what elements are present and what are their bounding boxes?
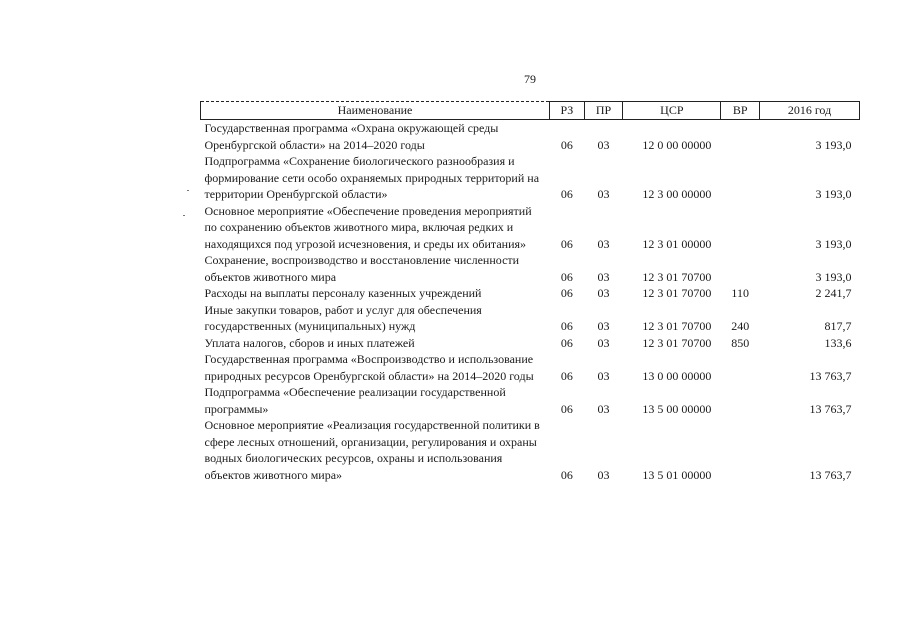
row-amount: 133,6 bbox=[824, 335, 852, 350]
budget-table bbox=[200, 101, 860, 483]
scan-speck bbox=[183, 215, 185, 216]
row-csr: 12 0 00 00000 bbox=[642, 137, 712, 152]
row-name: Основное мероприятие «Обеспечение проведения мероприятий по сохранению объектов животного мира, включая редких и находящихся под угрозой исчезновения, и среды их обитания» bbox=[204, 203, 532, 251]
row-csr: 12 3 01 70700 bbox=[642, 269, 712, 284]
row-amount: 2 241,7 bbox=[815, 286, 852, 300]
row-vr bbox=[721, 203, 760, 253]
row-pr: 03 bbox=[597, 368, 610, 383]
row-rz: 06 bbox=[560, 286, 573, 300]
row-name: Подпрограмма «Сохранение биологического разнообразия и формирование сети особо охраняемых природных территорий на территории Оренбургской области» bbox=[204, 154, 540, 201]
row-vr bbox=[721, 384, 760, 417]
row-vr bbox=[721, 153, 760, 203]
row-pr: 03 bbox=[597, 401, 610, 416]
row-vr: 850 bbox=[731, 335, 750, 350]
row-name: Иные закупки товаров, работ и услуг для обеспечения государственных (муниципальных) нужд bbox=[204, 302, 482, 333]
row-csr: 13 5 01 00000 bbox=[642, 467, 712, 482]
header-pr: ПР bbox=[584, 102, 623, 120]
row-rz: 06 bbox=[560, 401, 573, 416]
row-name: Уплата налогов, сборов и иных платежей bbox=[204, 335, 415, 350]
row-rz: 06 bbox=[560, 319, 573, 333]
table-row bbox=[201, 285, 860, 302]
page-number: 79 bbox=[524, 72, 536, 86]
header-csr: ЦСР bbox=[623, 102, 721, 120]
row-amount: 817,7 bbox=[824, 319, 852, 333]
table-row bbox=[201, 120, 860, 154]
row-amount: 3 193,0 bbox=[815, 269, 852, 284]
header-year: 2016 год bbox=[760, 102, 860, 120]
row-pr: 03 bbox=[597, 286, 610, 300]
table-row bbox=[201, 302, 860, 335]
row-csr: 13 0 00 00000 bbox=[642, 368, 712, 383]
scan-speck bbox=[187, 190, 189, 191]
row-amount: 13 763,7 bbox=[809, 368, 852, 383]
row-amount: 13 763,7 bbox=[809, 401, 852, 416]
row-pr: 03 bbox=[597, 335, 610, 350]
row-vr bbox=[721, 351, 760, 384]
table-row bbox=[201, 351, 860, 384]
header-name: Наименование bbox=[201, 102, 550, 120]
row-vr: 240 bbox=[731, 319, 750, 333]
row-pr: 03 bbox=[597, 319, 610, 333]
row-vr bbox=[721, 120, 760, 154]
row-rz: 06 bbox=[560, 335, 573, 350]
row-csr: 12 3 01 70700 bbox=[642, 319, 712, 333]
row-amount: 3 193,0 bbox=[815, 137, 852, 152]
row-csr: 12 3 00 00000 bbox=[642, 187, 712, 201]
table-row bbox=[201, 203, 860, 253]
row-name: Государственная программа «Воспроизводство и использование природных ресурсов Оренбургской области» на 2014–2020 годы bbox=[204, 352, 534, 383]
row-pr: 03 bbox=[597, 467, 610, 482]
row-rz: 06 bbox=[560, 467, 573, 482]
row-rz: 06 bbox=[560, 187, 573, 201]
row-pr: 03 bbox=[597, 236, 610, 251]
row-vr: 110 bbox=[731, 286, 749, 300]
row-rz: 06 bbox=[560, 368, 573, 383]
row-rz: 06 bbox=[560, 137, 573, 152]
row-rz: 06 bbox=[560, 269, 573, 284]
row-name: Подпрограмма «Обеспечение реализации государственной программы» bbox=[204, 385, 506, 416]
row-csr: 12 3 01 70700 bbox=[642, 286, 712, 300]
row-amount: 3 193,0 bbox=[815, 236, 852, 251]
table-row bbox=[201, 252, 860, 285]
row-pr: 03 bbox=[597, 137, 610, 152]
header-rz: РЗ bbox=[550, 102, 585, 120]
row-pr: 03 bbox=[597, 269, 610, 284]
row-name: Сохранение, воспроизводство и восстановление численности объектов животного мира bbox=[204, 253, 520, 284]
row-name: Расходы на выплаты персоналу казенных учреждений bbox=[204, 286, 482, 300]
table-row bbox=[201, 417, 860, 483]
header-vr: ВР bbox=[721, 102, 760, 120]
row-rz: 06 bbox=[560, 236, 573, 251]
row-csr: 12 3 01 70700 bbox=[642, 335, 712, 350]
table-header-row bbox=[201, 102, 860, 120]
row-vr bbox=[721, 252, 760, 285]
row-pr: 03 bbox=[597, 187, 610, 201]
row-csr: 13 5 00 00000 bbox=[642, 401, 712, 416]
row-amount: 3 193,0 bbox=[815, 187, 852, 201]
table-row bbox=[201, 335, 860, 352]
table-row bbox=[201, 384, 860, 417]
row-name: Государственная программа «Охрана окружающей среды Оренбургской области» на 2014–2020 годы bbox=[204, 121, 499, 152]
row-csr: 12 3 01 00000 bbox=[642, 236, 712, 251]
table-row bbox=[201, 153, 860, 203]
row-amount: 13 763,7 bbox=[809, 467, 852, 482]
row-name: Основное мероприятие «Реализация государственной политики в сфере лесных отношений, организации, регулирования и охраны водных биологических ресурсов, охраны и использования объектов животного мира» bbox=[204, 418, 540, 482]
row-vr bbox=[721, 417, 760, 483]
